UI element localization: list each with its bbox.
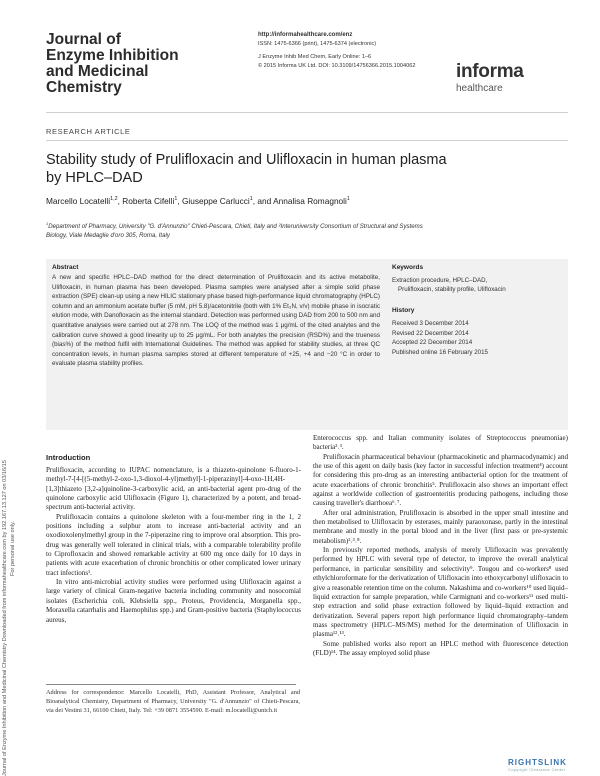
journal-url[interactable]: http://informahealthcare.com/enz <box>258 32 353 38</box>
footnote-divider <box>46 684 296 685</box>
download-notice-line1: Journal of Enzyme Inhibition and Medicinal Chemistry Downloaded from informahealthcare.com by 192.167.13.127 on 03/16/15 <box>2 460 8 776</box>
type-divider <box>46 140 568 141</box>
journal-info <box>258 31 468 70</box>
paragraph: Some published works also report an HPLC method with fluorescence detection (FLD)¹⁴. The assay employed solid phase <box>313 639 568 657</box>
introduction-heading: Introduction <box>46 453 91 462</box>
publisher-name: informa <box>456 61 524 82</box>
paragraph: Prulifloxacin, according to IUPAC nomenclature, is a thiazeto-quinolone 6-fluoro-1-methyl-7-[4-[(5-methyl-2-oxo-1,3-dioxol-4-yl)methyl]-1-piperazinyl]-4-oxo-1H,4H-[1,3]thiazeto [3,2-a]quinoline-3-carboxylic acid, an anti-bacterial agent pro-drug of the quinolone carboxylic acid Ulifloxacin (Figure 1), characterized by a potent, and broad-spectrum anti-bacterial activity. <box>46 466 301 512</box>
rightslink-badge[interactable] <box>508 758 567 772</box>
history-item: Revised 22 December 2014 <box>392 329 469 337</box>
abstract-text: A new and specific HPLC–DAD method for the direct determination of Prulifloxacin and its active metabolite, Ulifloxacin, in human plasma has been developed. Plasma samples were analysed after a simple solid phase extraction (SPE) clean-up using a new HILIC stationary phase based high-performance liquid chromatography (HPLC) column and an ammonium acetate buffer (5 mM, pH 5.8)/acetonitrile (both with 1% Et₃N, v/v) mobile phase in isocratic elution mode, with Danofloxacin as the internal standard. Detection was performed using DAD from 200 to 500 nm and quantitative analyses were carried out at 278 nm. The LOQ of the method was 1 μg/mL of the cited analytes and the calibration curve showed a good linearity up to 25 μg/mL. For both analytes the precision (RSD%) and the trueness (bias%) of the method fulfil with International Guidelines. The method was applied for stability studies, at three QC concentration levels, in human plasma samples stored at different temperature of +25, +4 and −20 °C in order to evaluate plasma stability profiles. <box>52 274 380 368</box>
paragraph: In previously reported methods, analysis of merely Ulifloxacin was prevalently performed by HPLC with several type of detector, to improve the overall analytical performance, in particular sensibility and selectivity⁹. Tougou and co-workers⁸ used ethylchloroformate for the derivatization of Ulifloxacin into ethoxycarbonyl ulifloxacin to give a reasonable retention time on the column. Nakashima and co-workers¹⁰ used liquid–liquid extraction for sample preparation, while Carmignani and co-workers¹¹ used multi-step extraction and solid phase extraction followed by liquid–liquid extraction and derivatization. Several papers report high performance liquid chromatography–tandem mass spectrometry (HPLC–MS/MS) method for the determination of Ulifloxacin in plasma¹²˒¹³. <box>313 546 568 639</box>
publisher-logo <box>456 62 566 95</box>
history-list <box>392 319 562 358</box>
author-list: Marcello Locatelli$^{1,2}$, Roberta Cifelli$^1$, Giuseppe Carlucci$^1$, and Annalisa Romagnoli$^1$ <box>46 196 350 206</box>
journal-citation: J Enzyme Inhib Med Chem, Early Online: 1–6 <box>258 54 372 61</box>
affiliations: $^1$Department of Pharmacy, University "G. d'Annunzio" Chieti-Pescara, Chieti, Italy and ²Interuniversity Consortium of Structural and Systems Biology, Viale Medaglie d'oro 305, Roma, Italy <box>46 220 423 240</box>
rightslink-label: RIGHTSLINK <box>508 758 567 767</box>
history-item: Accepted 22 December 2014 <box>392 339 473 347</box>
journal-issn: ISSN: 1475-6366 (print), 1475-6374 (electronic) <box>258 40 377 47</box>
rightslink-sub: Copyright Clearance Center <box>508 767 566 772</box>
author: Marcello Locatelli <box>46 196 111 206</box>
paragraph: Prulifloxacin contains a quinolone skeleton with a four-member ring in the 1, 2 positions including a sulphur atom to increase anti-bacterial activity and an oxodioxolenylmethyl group in the 7-piperazine ring to improve oral absorption. This pro-drug was generally well tolerated in clinical trials, with a comparable tolerability profile to Ciprofloxacin and showed remarkable activity at 600 mg once daily for 10 days in patients with acute exacerbation of chronic bronchitis or other complicated lower urinary tract infections¹. <box>46 512 301 577</box>
journal-title: Journal of Enzyme Inhibition and Medicinal Chemistry <box>46 31 179 96</box>
author: Giuseppe Carlucci <box>181 196 250 206</box>
publisher-sub: healthcare <box>456 83 503 94</box>
author: Roberta Cifelli <box>122 196 175 206</box>
paragraph: Enterococcus spp. and Italian community isolates of Streptococcus pneumoniae) bacteria²˒³. <box>313 434 568 452</box>
history-item: Published online 16 February 2015 <box>392 349 488 357</box>
history-heading: History <box>392 307 415 314</box>
body-column-left <box>46 466 301 625</box>
download-notice-line2: For personal use only. <box>10 521 16 576</box>
keywords-heading: Keywords <box>392 264 424 271</box>
author: Annalisa Romagnoli <box>273 196 347 206</box>
keywords: Extraction procedure, HPLC–DAD, Prulifloxacin, stability profile, Ulifloxacin <box>392 277 506 294</box>
paragraph: After oral administration, Prulifloxacin is absorbed in the upper small intestine and then metabolised to Ulifloxacin by esterases, mainly paraoxonase, partly in the intestinal membrane and mostly in the portal blood and in the liver (first pass or pre-systemic metabolism)²˒³˒⁸. <box>313 508 568 545</box>
paragraph: In vitro anti-microbial activity studies were performed using Ulifloxacin against a large variety of clinical Gram-negative bacteria including community and nosocomial isolates (Escherichia coli, Klebsiella spp., Proteus, Providencia, Morganella spp., Moraxella catarrhalis and Haemophilus spp.) and Gram-positive bacteria (Staphylococcus aureus, <box>46 578 301 624</box>
download-notice <box>1 204 21 776</box>
history-item: Received 3 December 2014 <box>392 320 469 327</box>
paragraph: Prulifloxacin pharmaceutical behaviour (pharmacokinetic and pharmacodynamic) and the use of this agent on daily basis (key factor in successful infection treatment⁴) account for considering this pro-drug as an interesting antibacterial option for the treatment of acute exacerbations of chronic bronchitis⁵. Prulifloxacin also shows an important effect against a worldwide collection of gastroenteritis producing pathogens, including those causing traveller's diarrhoea⁶˒⁷. <box>313 452 568 508</box>
correspondence-address: Address for correspondence: Marcello Locatelli, PhD, Assistant Professor, Analytical and Bioanalytical Chemistry, Department of Pharmacy, University "G. d'Annunzio" of Chieti-Pescara, via dei Vestini 31, 66100 Chieti, Italy. Tel: +39 0871 3554590. E-mail: m.locatelli@unich.it <box>46 689 300 715</box>
journal-copyright: © 2015 Informa UK Ltd. DOI: 10.3109/14756366.2015.1004062 <box>258 62 416 69</box>
body-column-right <box>313 434 568 658</box>
header-divider <box>46 112 568 113</box>
article-type: RESEARCH ARTICLE <box>46 127 131 136</box>
abstract-heading: Abstract <box>52 264 79 271</box>
article-title: Stability study of Prulifloxacin and Ulifloxacin in human plasma by HPLC–DAD <box>46 152 447 186</box>
